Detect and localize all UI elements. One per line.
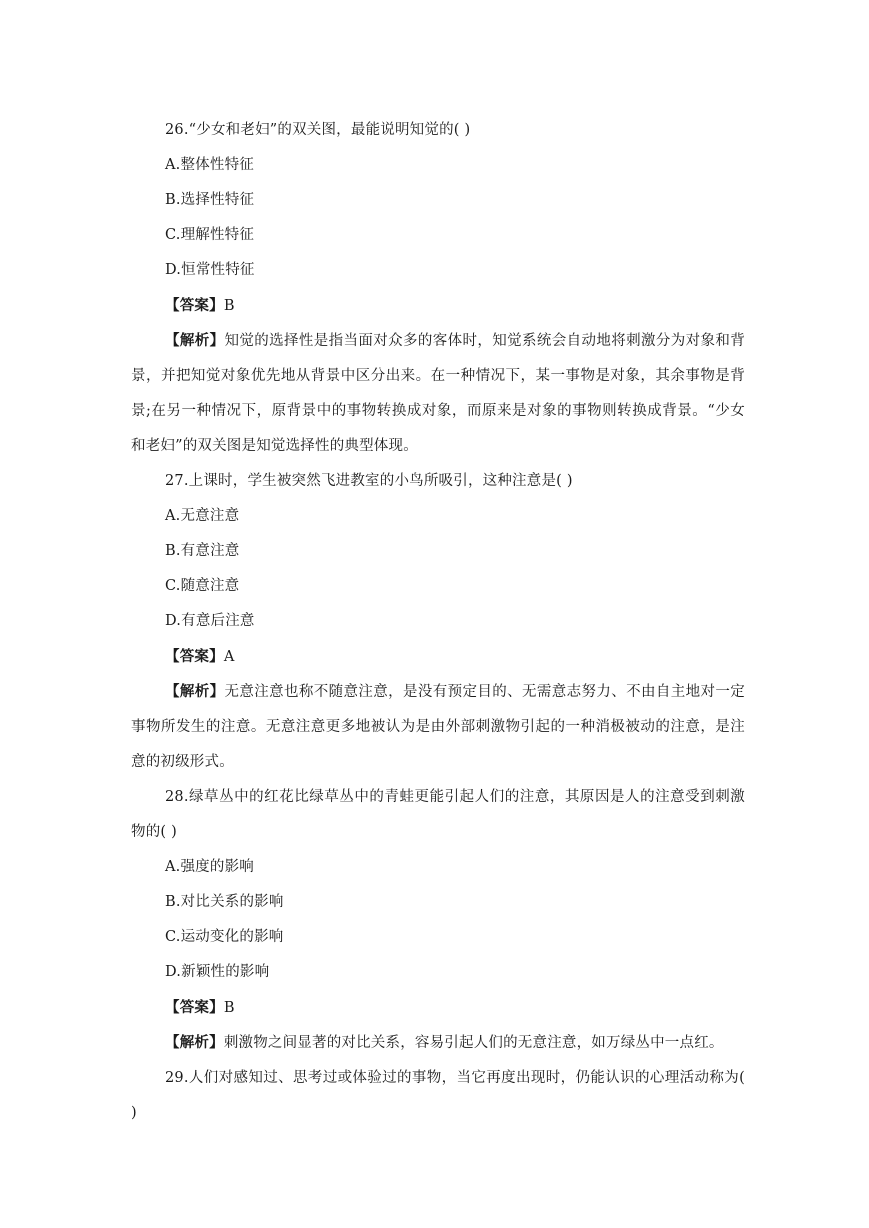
analysis-tag: 【解析】 bbox=[165, 683, 225, 700]
answer-value: B bbox=[223, 1000, 235, 1016]
answer-value: B bbox=[223, 298, 235, 314]
question-stem: 26.“少女和老妇”的双关图，最能说明知觉的( ) bbox=[165, 122, 471, 138]
option-b: B.选择性特征 bbox=[165, 192, 255, 208]
answer-line bbox=[131, 639, 745, 674]
question-28 bbox=[131, 780, 745, 1061]
option-a: A.无意注意 bbox=[165, 508, 240, 524]
option-b: B.有意注意 bbox=[165, 543, 240, 559]
question-stem: 29.人们对感知过、思考过或体验过的事物，当它再度出现时，仍能认识的心理活动称为( ) bbox=[131, 1070, 745, 1121]
analysis-paragraph bbox=[131, 323, 745, 464]
option-d: D.新颖性的影响 bbox=[165, 964, 270, 980]
answer-value: A bbox=[223, 649, 235, 665]
answer-line bbox=[131, 288, 745, 323]
analysis-paragraph bbox=[131, 1025, 745, 1061]
option-c: C.理解性特征 bbox=[165, 227, 255, 243]
option-d: D.有意后注意 bbox=[165, 613, 255, 629]
analysis-tag: 【解析】 bbox=[165, 332, 225, 349]
option-a: A.强度的影响 bbox=[165, 859, 254, 875]
analysis-paragraph bbox=[131, 674, 745, 780]
analysis-tag: 【解析】 bbox=[165, 1034, 224, 1051]
answer-line bbox=[131, 990, 745, 1025]
analysis-text: 刺激物之间显著的对比关系，容易引起人们的无意注意，如万绿丛中一点红。 bbox=[223, 1035, 724, 1051]
option-c: C.运动变化的影响 bbox=[165, 929, 284, 945]
option-c: C.随意注意 bbox=[165, 578, 240, 594]
document-page bbox=[131, 113, 745, 1131]
question-stem: 28.绿草丛中的红花比绿草丛中的青蛙更能引起人们的注意，其原因是人的注意受到刺激物的( ) bbox=[131, 789, 745, 840]
analysis-text: 无意注意也称不随意注意，是没有预定目的、无需意志努力、不由自主地对一定事物所发生的注意。无意注意更多地被认为是由外部刺激物引起的一种消极被动的注意，是注意的初级形式。 bbox=[131, 684, 745, 770]
analysis-text: 知觉的选择性是指当面对众多的客体时，知觉系统会自动地将刺激分为对象和背景，并把知觉对象优先地从背景中区分出来。在一种情况下，某一事物是对象，其余事物是背景;在另一种情况下，原背景中的事物转换成对象，而原来是对象的事物则转换成背景。“少女和老妇”的双关图是知觉选择性的典型体现。 bbox=[131, 333, 745, 454]
answer-tag: 【答案】 bbox=[165, 648, 224, 665]
option-b: B.对比关系的影响 bbox=[165, 894, 284, 910]
question-26 bbox=[131, 113, 745, 464]
question-stem: 27.上课时，学生被突然飞进教室的小鸟所吸引，这种注意是( ) bbox=[165, 473, 573, 489]
option-d: D.恒常性特征 bbox=[165, 262, 255, 278]
question-27 bbox=[131, 464, 745, 780]
option-a: A.整体性特征 bbox=[165, 157, 254, 173]
answer-tag: 【答案】 bbox=[165, 999, 224, 1016]
question-29 bbox=[131, 1061, 745, 1131]
answer-tag: 【答案】 bbox=[165, 297, 224, 314]
